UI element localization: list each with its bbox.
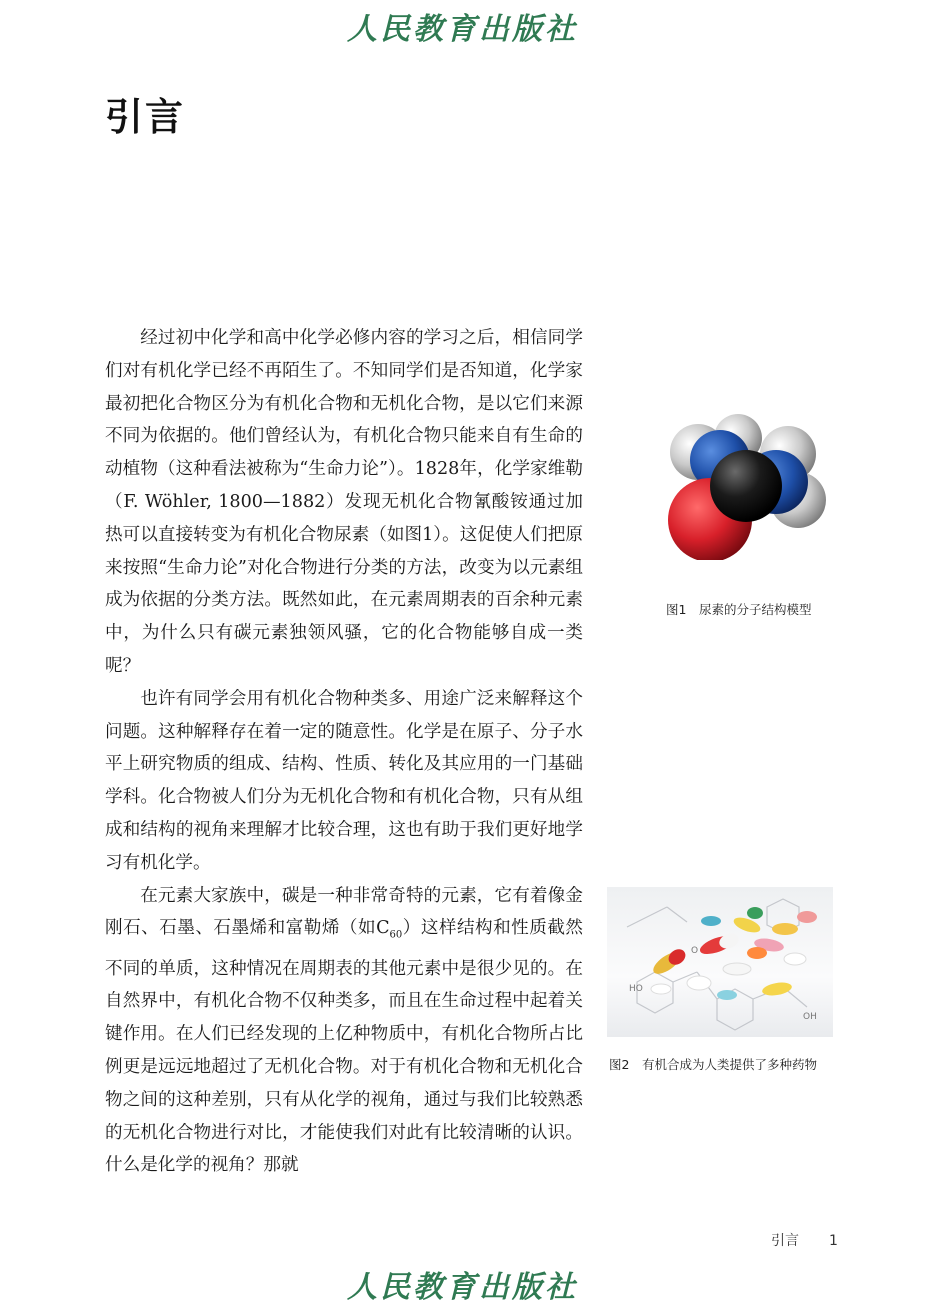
- publisher-logo-top: 人民教育出版社: [347, 12, 578, 47]
- figure-urea-model: [660, 410, 840, 618]
- figure-2-caption: 图2 有机合成为人类提供了多种药物: [609, 1057, 817, 1072]
- page-footer: [771, 1230, 838, 1250]
- paragraph-2: 也许有同学会用有机化合物种类多、用途广泛来解释这个问题。这种解释存在着一定的随意性。化学是在原子、分子水平上研究物质的组成、结构、性质、转化及其应用的一门基础学科。化合物被人们分为无机化合物和有机化合物，只有从组成和结构的视角来理解才比较合理，这也有助于我们更好地学习有机化学。: [105, 688, 583, 873]
- figure-pills-photo: [607, 887, 847, 1073]
- page-number: 1: [829, 1233, 838, 1249]
- svg-text:O: O: [691, 946, 699, 956]
- body-text: [105, 322, 583, 1182]
- svg-text:HO: HO: [629, 984, 643, 994]
- urea-molecule-image: [660, 410, 830, 560]
- paragraph-3: 在元素大家族中，碳是一种非常奇特的元素，它有着像金刚石、石墨、石墨烯和富勒烯（如$C_{60}$）这样结构和性质截然不同的单质，这种情况在周期表的其他元素中是很少见的。在自然界中，有机化合物不仅种类多，而且在生命过程中起着关键作用。在人们已经发现的上亿种物质中，有机化合物所占比例更是远远地超过了无机化合物。对于有机化合物和无机化合物之间的这种差别，只有从化学的视角，通过与我们比较熟悉的无机化合物进行对比，才能使我们对此有比较清晰的认识。什么是化学的视角？那就: [105, 885, 583, 1176]
- footer-section-label: 引言: [771, 1233, 799, 1249]
- carbon-atom: [710, 450, 782, 522]
- figure-1-caption: 图1 尿素的分子结构模型: [666, 602, 812, 617]
- pills-image: [607, 887, 833, 1037]
- svg-text:OH: OH: [803, 1012, 817, 1022]
- publisher-logo-bottom: 人民教育出版社: [347, 1270, 578, 1305]
- paragraph-1: 经过初中化学和高中化学必修内容的学习之后，相信同学们对有机化学已经不再陌生了。不知同学们是否知道，化学家最初把化合物区分为有机化合物和无机化合物，是以它们来源不同为依据的。他们曾经认为，有机化合物只能来自有生命的动植物（这种看法被称为“生命力论”）。1828年，化学家维勒（F. Wöhler, 1800—1882）发现无机化合物氰酸铵通过加热可以直接转变为有机化合物尿素（如图1）。这促使人们把原来按照“生命力论”对化合物进行分类的方法，改变为以元素组成为依据的分类方法。既然如此，在元素周期表的百余种元素中，为什么只有碳元素独领风骚，它的化合物能够自成一类呢？: [105, 328, 583, 676]
- page-title: 引言: [105, 95, 186, 139]
